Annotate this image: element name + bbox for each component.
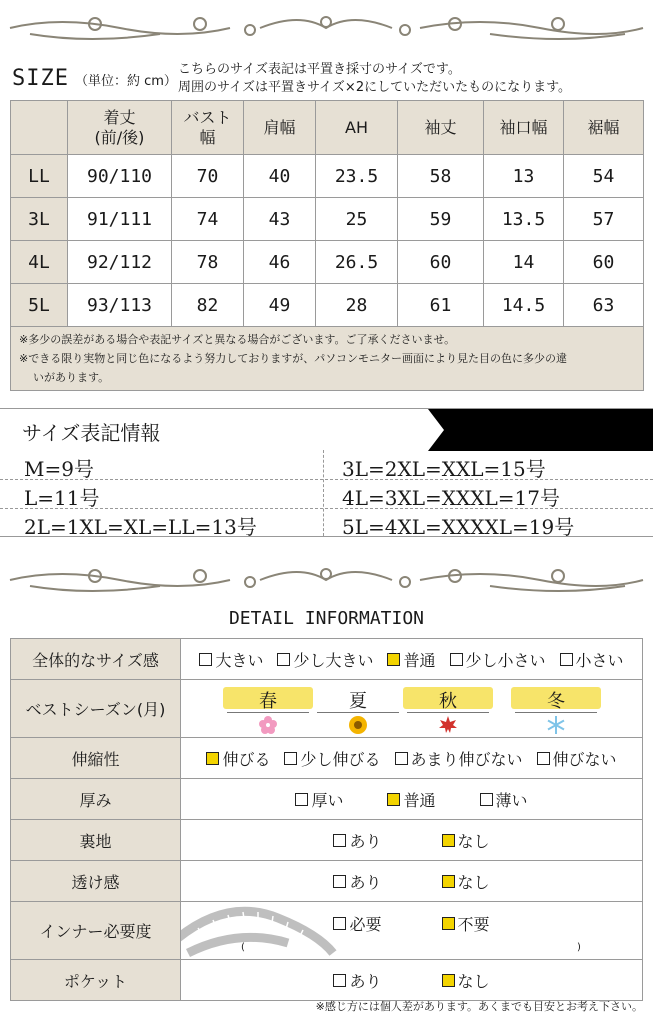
season-underline: [407, 712, 489, 713]
option-label: なし: [457, 971, 490, 991]
detail-title: DETAIL INFORMATION: [228, 608, 425, 629]
size-row: [11, 198, 644, 241]
snowflake-icon: [546, 715, 566, 735]
option: [206, 747, 270, 770]
size-row: [11, 241, 644, 284]
option-label: あまり伸びない: [410, 749, 523, 769]
unchecked-box-icon: [333, 974, 346, 987]
header-sleeve-length: 袖丈: [398, 101, 484, 155]
detail-row: [11, 861, 643, 902]
size-cell: 57: [564, 198, 644, 241]
size-cell: 90/110: [68, 155, 172, 198]
size-row: [11, 155, 644, 198]
header-length: 着丈 (前/後): [68, 101, 172, 155]
option-label: 小さい: [575, 650, 624, 670]
size-cell: 78: [172, 241, 244, 284]
size-cell: 13.5: [484, 198, 564, 241]
size-info-grid: [0, 450, 653, 537]
unchecked-box-icon: [560, 653, 573, 666]
detail-value: [181, 902, 643, 960]
size-info-title: サイズ表記情報: [22, 421, 161, 445]
size-cell: 14.5: [484, 284, 564, 327]
detail-label: 裏地: [11, 820, 181, 861]
size-unit: （単位：約 cm）: [74, 74, 177, 89]
season-0: 春: [223, 687, 313, 709]
header-bust: バスト 幅: [172, 101, 244, 155]
size-cell: 70: [172, 155, 244, 198]
size-cell: 28: [316, 284, 398, 327]
disclaimer-3: いがあります。: [33, 371, 110, 384]
detail-label: 全体的なサイズ感: [11, 639, 181, 680]
detail-row: [11, 820, 643, 861]
option-label: 伸びない: [552, 749, 617, 769]
option: [387, 788, 435, 811]
size-cell: 54: [564, 155, 644, 198]
size-row-label: 3L: [11, 198, 68, 241]
option-label: 少し小さい: [465, 650, 546, 670]
checked-box-icon: [206, 752, 219, 765]
option-group: [181, 969, 642, 992]
option-label: 普通: [403, 790, 436, 810]
option-label: あり: [349, 831, 382, 851]
season-strip: [181, 681, 642, 737]
detail-value: [181, 680, 643, 738]
detail-value: [181, 779, 643, 820]
size-cell: 91/111: [68, 198, 172, 241]
size-cell: 23.5: [316, 155, 398, 198]
option-label: 大きい: [215, 650, 264, 670]
season-underline: [317, 712, 399, 713]
size-row-label: LL: [11, 155, 68, 198]
size-info-band: [0, 408, 653, 450]
size-cell: 61: [398, 284, 484, 327]
option-label: なし: [457, 872, 490, 892]
option-label: 不要: [457, 915, 490, 934]
detail-label: ベストシーズン(月): [11, 680, 181, 738]
option: [442, 870, 490, 893]
checked-box-icon: [442, 974, 455, 987]
checked-box-icon: [387, 793, 400, 806]
unchecked-box-icon: [295, 793, 308, 806]
size-cell: 63: [564, 284, 644, 327]
size-cell: 25: [316, 198, 398, 241]
header-shoulder: 肩幅: [244, 101, 316, 155]
detail-label: 透け感: [11, 861, 181, 902]
maple-leaf-icon: [438, 715, 458, 735]
size-cell: 74: [172, 198, 244, 241]
header-corner: [11, 101, 68, 155]
detail-value: [181, 738, 643, 779]
option-label: 薄い: [495, 790, 528, 810]
unchecked-box-icon: [277, 653, 290, 666]
unchecked-box-icon: [333, 834, 346, 847]
header-hem-width: 裾幅: [564, 101, 644, 155]
option-label: 普通: [403, 650, 436, 670]
option: [199, 648, 263, 671]
size-cell: 92/112: [68, 241, 172, 284]
size-table-header: [11, 101, 644, 155]
option: [442, 912, 490, 935]
option-group: [181, 788, 642, 811]
option-group: [181, 829, 642, 852]
size-title: SIZE: [12, 66, 69, 91]
option: [537, 747, 617, 770]
option: [387, 648, 435, 671]
option: [284, 747, 380, 770]
unchecked-box-icon: [333, 875, 346, 888]
option-group: [181, 870, 642, 893]
option: [450, 648, 546, 671]
size-info-l: L=11号: [24, 486, 100, 510]
option: [333, 912, 381, 935]
option: [295, 788, 343, 811]
size-row-label: 4L: [11, 241, 68, 284]
unchecked-box-icon: [333, 917, 346, 930]
info-divider-1: [0, 479, 653, 480]
option-label: 少し伸びる: [300, 749, 381, 769]
option: [333, 829, 381, 852]
disclaimer-row: [11, 327, 644, 391]
size-cell: 43: [244, 198, 316, 241]
option: [333, 870, 381, 893]
size-note-1: こちらのサイズ表記は平置き採寸のサイズです。: [178, 62, 461, 77]
size-cell: 49: [244, 284, 316, 327]
size-info-2l: 2L=1XL=XL=LL=13号: [24, 515, 257, 539]
season-1: 夏: [349, 690, 367, 712]
size-cell: 58: [398, 155, 484, 198]
option: [560, 648, 624, 671]
size-cell: 13: [484, 155, 564, 198]
size-row-label: 5L: [11, 284, 68, 327]
option-label: なし: [457, 831, 490, 851]
detail-label: 伸縮性: [11, 738, 181, 779]
size-cell: 82: [172, 284, 244, 327]
option-label: あり: [349, 971, 382, 991]
unchecked-box-icon: [537, 752, 550, 765]
ornament-divider-top: [0, 8, 653, 48]
flower-icon: [258, 715, 278, 735]
detail-row: [11, 902, 643, 960]
size-info-3l: 3L=2XL=XXL=15号: [342, 457, 546, 481]
detail-value: [181, 639, 643, 680]
unchecked-box-icon: [284, 752, 297, 765]
detail-label: ポケット: [11, 960, 181, 1001]
option: [277, 648, 373, 671]
size-cell: 14: [484, 241, 564, 284]
option: [442, 969, 490, 992]
detail-label: 厚み: [11, 779, 181, 820]
size-cell: 93/113: [68, 284, 172, 327]
unchecked-box-icon: [395, 752, 408, 765]
unchecked-box-icon: [480, 793, 493, 806]
option: [333, 969, 381, 992]
option-label: あり: [349, 872, 382, 892]
detail-value: [181, 861, 643, 902]
detail-row: [11, 738, 643, 779]
size-cell: 60: [564, 241, 644, 284]
option-label: 厚い: [311, 790, 344, 810]
info-divider-vertical: [323, 450, 324, 536]
checked-box-icon: [442, 917, 455, 930]
detail-row: [11, 960, 643, 1001]
option-group: [181, 912, 642, 935]
season-3: 冬: [511, 687, 601, 709]
option: [395, 747, 523, 770]
size-info-5l: 5L=4XL=XXXXL=19号: [342, 515, 575, 539]
detail-value: [181, 820, 643, 861]
detail-row: [11, 779, 643, 820]
paren-right: ): [577, 942, 581, 953]
checked-box-icon: [442, 875, 455, 888]
detail-value: [181, 960, 643, 1001]
size-cell: 59: [398, 198, 484, 241]
size-info-4l: 4L=3XL=XXXL=17号: [342, 486, 560, 510]
ornament-divider-middle: [0, 560, 653, 600]
unchecked-box-icon: [450, 653, 463, 666]
detail-row: [11, 639, 643, 680]
option-group: [181, 648, 642, 671]
option: [480, 788, 528, 811]
size-cell: 60: [398, 241, 484, 284]
disclaimer-cell: [11, 327, 644, 391]
paren-left: (: [241, 942, 245, 953]
checked-box-icon: [442, 834, 455, 847]
size-cell: 46: [244, 241, 316, 284]
disclaimer-2: ※できる限り実物と同じ色になるよう努力しておりますが、パソコンモニター画面により見た目の色に多少の違: [19, 352, 567, 365]
detail-table: [10, 638, 643, 1001]
option-label: 伸びる: [222, 749, 271, 769]
size-heading: [12, 66, 177, 96]
season-underline: [227, 712, 309, 713]
option-label: 必要: [349, 915, 382, 934]
size-cell: 40: [244, 155, 316, 198]
detail-row: [11, 680, 643, 738]
option: [442, 829, 490, 852]
season-2: 秋: [403, 687, 493, 709]
size-note-2: 周囲のサイズは平置きサイズ×2にしていただいたものになります。: [178, 80, 572, 95]
size-info-m: M=9号: [24, 457, 94, 481]
detail-footnote: ※感じ方には個人差があります。あくまでも目安とお考え下さい。: [315, 1000, 643, 1013]
sunflower-icon: [348, 715, 368, 735]
unchecked-box-icon: [199, 653, 212, 666]
size-row: [11, 284, 644, 327]
season-underline: [515, 712, 597, 713]
option-group: [181, 747, 642, 770]
disclaimer-1: ※多少の誤差がある場合や表記サイズと異なる場合がございます。ご了承くださいませ。: [19, 333, 456, 346]
size-cell: 26.5: [316, 241, 398, 284]
size-table: [10, 100, 644, 391]
checked-box-icon: [387, 653, 400, 666]
header-ah: AH: [316, 101, 398, 155]
option-label: 少し大きい: [293, 650, 374, 670]
header-cuff-width: 袖口幅: [484, 101, 564, 155]
detail-label: インナー必要度: [11, 902, 181, 960]
